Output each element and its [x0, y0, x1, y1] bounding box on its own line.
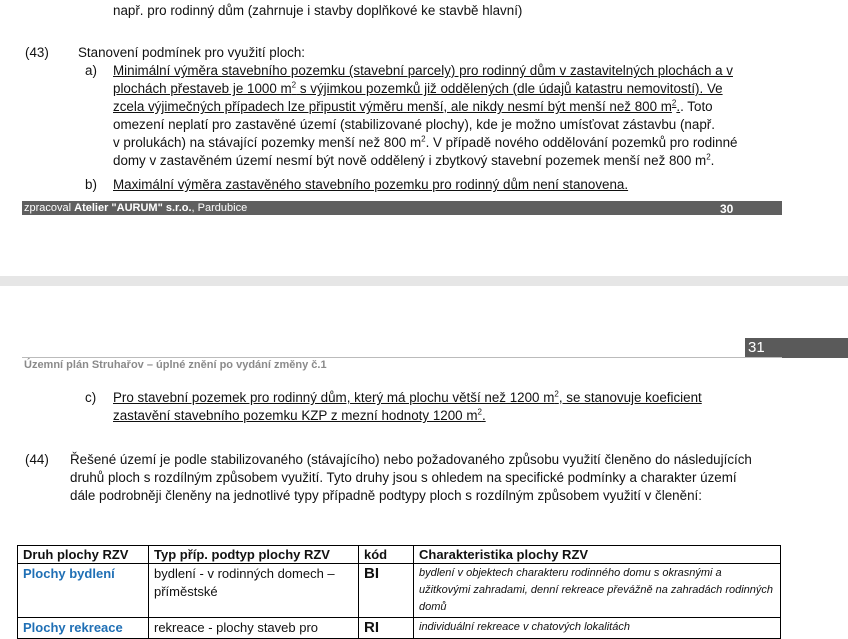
page-number-tab: 31	[745, 338, 848, 358]
cell-description: individuální rekreace v chatových lokalitách	[414, 618, 781, 639]
cell-code: BI	[359, 564, 414, 618]
item-c-line-2: zastavění stavebního pozemku KZP z mezní hodnoty 1200 $m^2$.	[113, 407, 486, 423]
item-a-line-6: domy v zastavěném území nesmí být nově oddělený i zbytkový stavební pozemek menší než 800 $m^2$.	[113, 152, 715, 168]
item-b-label: b)	[85, 177, 97, 192]
footer-company: zpracoval Atelier "AURUM" s.r.o., Pardubice	[24, 202, 248, 214]
table-header-row	[18, 546, 781, 564]
header-kod: kód	[359, 546, 414, 564]
item-a-line-3: zcela výjimečných případech lze připustit výměru menší, ale nikdy nesmí být menší než 800 $m^2$.. Toto	[113, 98, 713, 114]
item-c-label: c)	[85, 390, 97, 405]
table-row	[18, 564, 781, 618]
cell-type: Plochy rekreace	[18, 618, 149, 639]
paragraph-44-line-3: dále podrobněji členěny na jednotlivé typy případně podtypy ploch s rozdílným způsobem využití v členění:	[70, 488, 702, 503]
cell-code: RI	[359, 618, 414, 639]
item-b-text: Maximální výměra zastavěného stavebního pozemku pro rodinný dům není stanovena.	[113, 177, 629, 192]
header-typ: Typ příp. podtyp plochy RZV	[149, 546, 359, 564]
header-charakteristika: Charakteristika plochy RZV	[414, 546, 781, 564]
item-a-line-4: omezení neplatí pro zastavěné území (stabilizované plochy), kde je možno umísťovat zástavbu (např.	[113, 117, 715, 132]
cell-type: Plochy bydlení	[18, 564, 149, 618]
footer-page-number: 30	[720, 202, 734, 216]
header-rule	[22, 357, 782, 358]
page-separator	[0, 276, 848, 286]
paragraph-44-line-2: druhů ploch s rozdílným způsobem využití. Tyto druhy jsou s ohledem na specifické podmínky a charakter území	[70, 470, 737, 485]
cell-subtype: bydlení - v rodinných domech – příměstské	[149, 564, 359, 618]
continuation-line: např. pro rodinný dům (zahrnuje i stavby doplňkové ke stavbě hlavní)	[113, 3, 523, 18]
item-c-line-1: Pro stavební pozemek pro rodinný dům, který má plochu větší než 1200 $m^2$, se stanovuje koeficient	[113, 389, 702, 405]
paragraph-number-44: (44)	[25, 452, 49, 467]
item-a-line-5: v prolukách) na stávající pozemky menší než 800 $m^2$. V případě nového oddělování pozemků pro rodinné	[113, 134, 738, 150]
cell-subtype: rekreace - plochy staveb pro	[149, 618, 359, 639]
header-druh: Druh plochy RZV	[18, 546, 149, 564]
rzv-table	[17, 545, 781, 639]
page-footer	[22, 201, 782, 215]
paragraph-44-line-1: Řešené území je podle stabilizovaného (stávajícího) nebo požadovaného způsobu využití členěno do následujících	[70, 452, 752, 467]
item-a-line-2: plochách přestaveb je 1000 $m^2$ s výjimkou pozemků již oddělených (dle údajů katastru nemovitostí). Ve	[113, 80, 723, 96]
item-a-label: a)	[85, 63, 97, 78]
cell-description: bydlení v objektech charakteru rodinného domu s okrasnými a užitkovými zahradami, denní rekreace převážně na zahradách rodinných domů	[414, 564, 781, 618]
paragraph-43-title: Stanovení podmínek pro využití ploch:	[78, 45, 306, 60]
running-header: Územní plán Struhařov – úplné znění po vydání změny č.1	[24, 359, 327, 371]
item-a-line-1: Minimální výměra stavebního pozemku (stavební parcely) pro rodinný dům v zastavitelných plochách a v	[113, 63, 733, 78]
table-row	[18, 618, 781, 639]
paragraph-number-43: (43)	[25, 45, 49, 60]
